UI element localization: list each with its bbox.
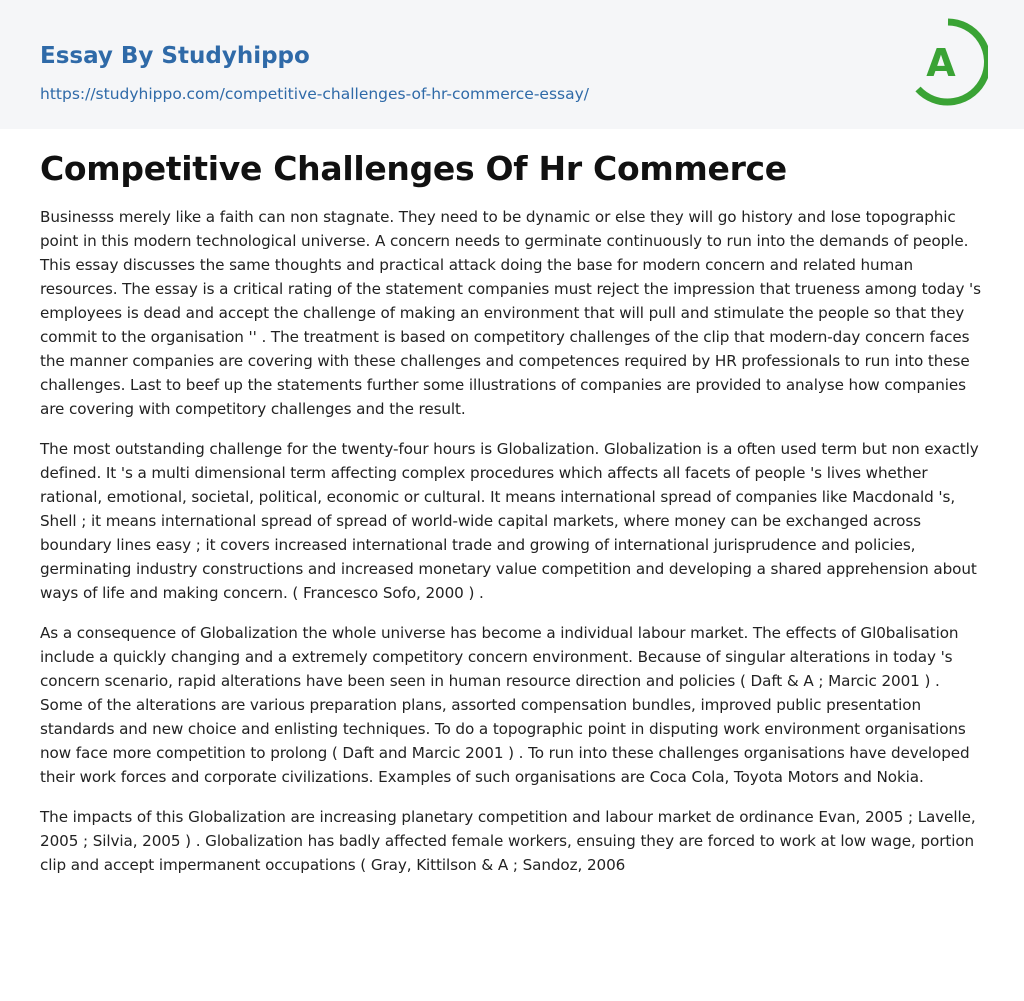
source-url-link[interactable]: https://studyhippo.com/competitive-challenges-of-hr-commerce-essay/ [40, 85, 590, 103]
article-paragraph: Businesss merely like a faith can non stagnate. They need to be dynamic or else they will go history and lose topographic point in this modern technological universe. A concern needs to germinate continuously to run into the demands of people. This essay discusses the same thoughts and practical attack doing the base for modern concern and related human resources. The essay is a critical rating of the statement companies must reject the impression that trueness among today 's employees is dead and accept the challenge of making an environment that will pull and stimulate the people so that they commit to the organisation '' . The treatment is based on competitory challenges of the clip that modern-day concern faces the manner companies are covering with these challenges and competences required by HR professionals to run into these challenges. Last to beef up the statements further some illustrations of companies are provided to analyse how companies are covering with competitory challenges and the result. [40, 208, 981, 418]
studyhippo-logo[interactable] [908, 18, 988, 106]
article-paragraph: The most outstanding challenge for the twenty-four hours is Globalization. Globalization is a often used term but non exactly defined. It 's a multi dimensional term affecting complex procedures which affects all facets of people 's lives whether rational, emotional, societal, political, economic or cultural. It means international spread of companies like Macdonald 's, Shell ; it means international spread of spread of world-wide capital markets, where money can be exchanged across boundary lines easy ; it covers increased international trade and growing of international jurisprudence and policies, germinating industry constructions and increased monetary value competition and developing a shared apprehension about ways of life and making concern. ( Francesco Sofo, 2000 ) . [40, 440, 979, 602]
page-title: Competitive Challenges Of Hr Commerce [40, 149, 787, 188]
article-paragraph: The impacts of this Globalization are increasing planetary competition and labour market de ordinance Evan, 2005 ; Lavelle, 2005 ; Silvia, 2005 ) . Globalization has badly affected female workers, ensuing they are forced to work at low wage, portion clip and accept impermanent occupations ( Gray, Kittilson & A ; Sandoz, 2006 [40, 808, 976, 874]
site-header [0, 0, 1024, 129]
site-title: Essay By Studyhippo [40, 43, 310, 69]
logo-letter: A [926, 41, 956, 85]
article [0, 147, 1024, 877]
article-paragraph: As a consequence of Globalization the whole universe has become a individual labour market. The effects of Gl0balisation include a quickly changing and a extremely competitory concern environment. Because of singular alterations in today 's concern scenario, rapid alterations have been seen in human resource direction and policies ( Daft & A ; Marcic 2001 ) . Some of the alterations are various preparation plans, assorted compensation bundles, improved public presentation standards and new choice and enlisting techniques. To do a topographic point in disputing work environment organisations now face more competition to prolong ( Daft and Marcic 2001 ) . To run into these challenges organisations have developed their work forces and corporate civilizations. Examples of such organisations are Coca Cola, Toyota Motors and Nokia. [40, 624, 970, 786]
